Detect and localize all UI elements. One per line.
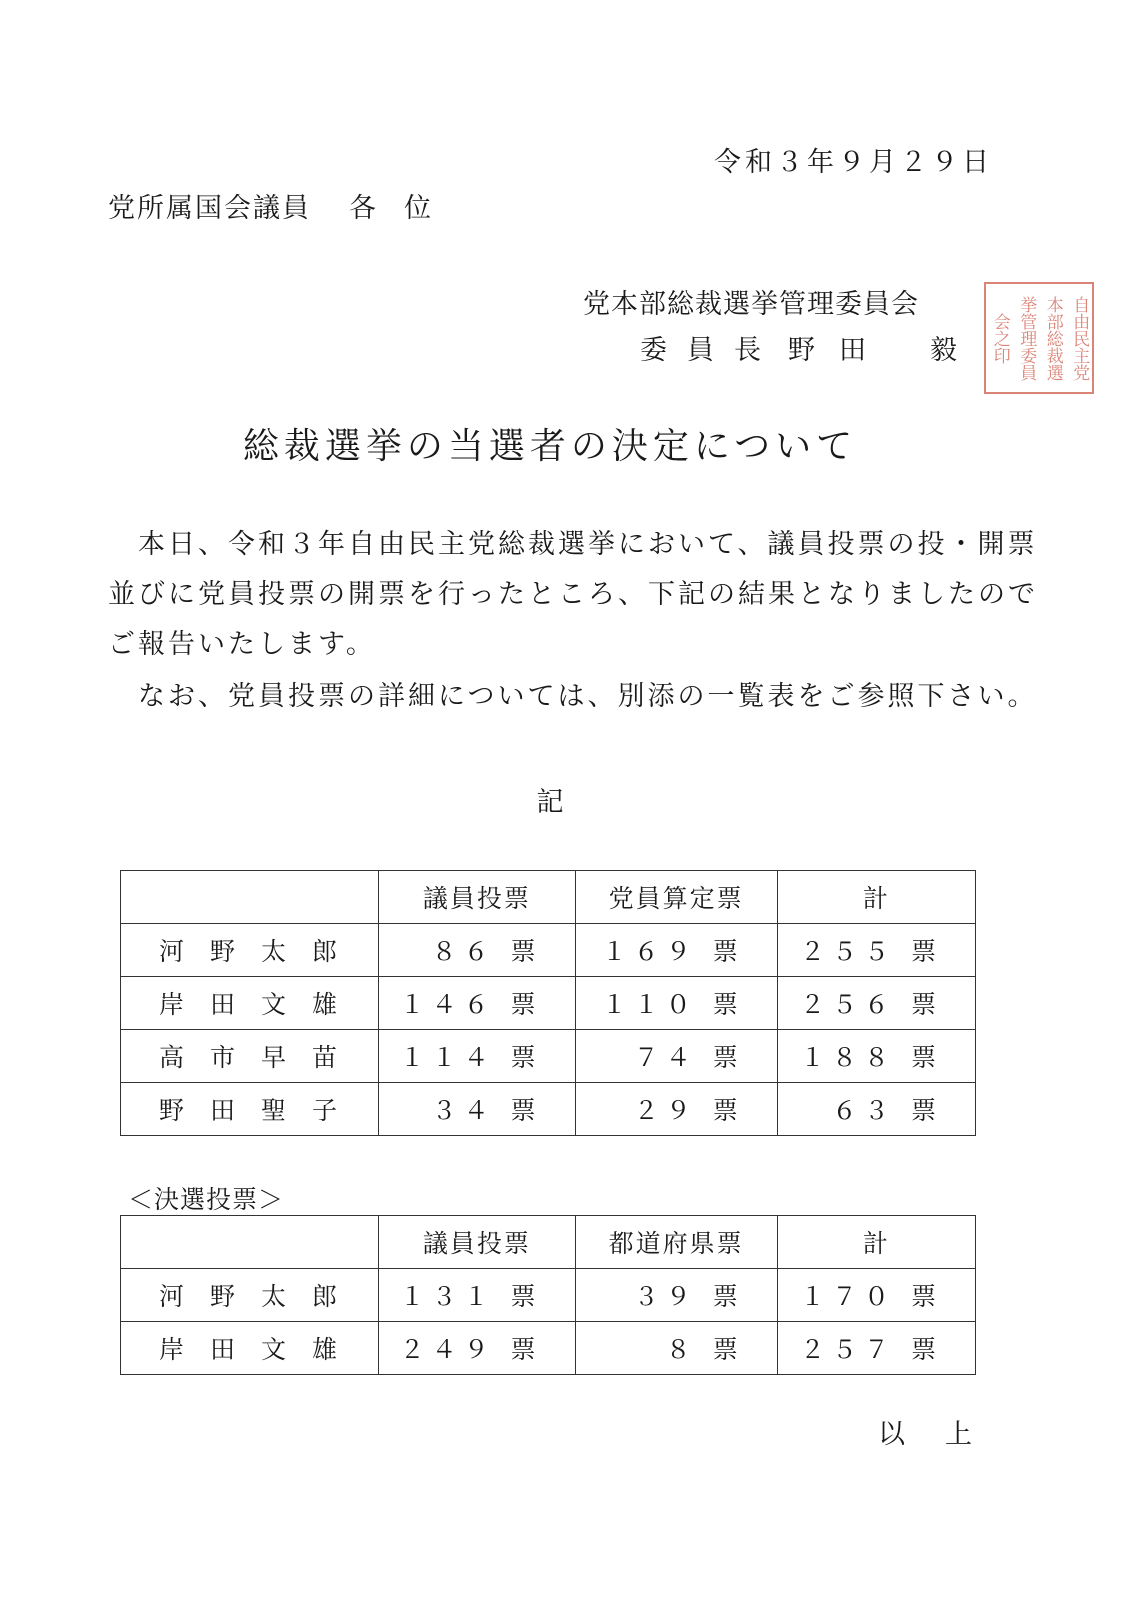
total-votes: １７０ 票 xyxy=(777,1269,975,1322)
header-cell: 議員投票 xyxy=(379,871,575,924)
header-cell: 計 xyxy=(777,1216,975,1269)
recipient xyxy=(108,186,459,225)
document-title: 総裁選挙の当選者の決定について xyxy=(242,426,858,467)
seal-column: 挙管理委員 xyxy=(1016,295,1037,381)
runoff-label: ＜決選投票＞ xyxy=(128,1185,285,1214)
table-header-row xyxy=(121,871,976,924)
table-row xyxy=(121,1083,976,1136)
table-row xyxy=(121,1030,976,1083)
candidate-name: 岸田文雄 xyxy=(121,977,379,1030)
header-cell xyxy=(121,1216,379,1269)
member-votes: １１０ 票 xyxy=(575,977,777,1030)
prefecture-votes: ３９ 票 xyxy=(575,1269,777,1322)
diet-votes: ３４ 票 xyxy=(379,1083,575,1136)
document-date: 令和３年９月２９日 xyxy=(714,147,993,178)
member-votes: ２９ 票 xyxy=(575,1083,777,1136)
table-header-row xyxy=(121,1216,976,1269)
total-votes: ２５５ 票 xyxy=(777,924,975,977)
table-row xyxy=(121,1322,976,1375)
diet-votes: １３１ 票 xyxy=(379,1269,575,1322)
seal-column: 会之印 xyxy=(989,312,1010,364)
header-cell: 党員算定票 xyxy=(575,871,777,924)
diet-votes: １４６ 票 xyxy=(379,977,575,1030)
candidate-name: 河野太郎 xyxy=(121,924,379,977)
header-cell: 計 xyxy=(777,871,975,924)
diet-votes: １１４ 票 xyxy=(379,1030,575,1083)
header-cell: 議員投票 xyxy=(379,1216,575,1269)
candidate-name: 河野太郎 xyxy=(121,1269,379,1322)
table-row xyxy=(121,1269,976,1322)
total-votes: ２５６ 票 xyxy=(777,977,975,1030)
table-row xyxy=(121,977,976,1030)
sender-name xyxy=(788,328,981,367)
table-row xyxy=(121,924,976,977)
candidate-name: 岸田文雄 xyxy=(121,1322,379,1375)
body-text: なお、党員投票の詳細については、別添の一覧表をご参照下さい。 xyxy=(138,681,1038,712)
body-line xyxy=(108,522,1037,561)
official-seal-stamp xyxy=(984,282,1094,394)
recipient-honorific: 各位 xyxy=(349,193,459,224)
first-round-results-table xyxy=(120,870,976,1136)
body-line: ご報告いたします。 xyxy=(108,629,376,660)
sender-organization: 党本部総裁選挙管理委員会 xyxy=(583,289,919,320)
prefecture-votes: ８ 票 xyxy=(575,1322,777,1375)
sender-family-name: 野田 xyxy=(788,335,890,366)
seal-column: 自由民主党 xyxy=(1069,295,1090,381)
diet-votes: ８６ 票 xyxy=(379,924,575,977)
closing-remark: 以上 xyxy=(878,1419,1012,1450)
seal-column: 本部総裁選 xyxy=(1042,295,1063,381)
candidate-name: 野田聖子 xyxy=(121,1083,379,1136)
candidate-name: 高市早苗 xyxy=(121,1030,379,1083)
recipient-label: 党所属国会議員 xyxy=(108,193,311,224)
header-cell xyxy=(121,871,379,924)
total-votes: ６３ 票 xyxy=(777,1083,975,1136)
body-text: 本日、令和３年自由民主党総裁選挙において、議員投票の投・開票 xyxy=(138,529,1038,560)
member-votes: ７４ 票 xyxy=(575,1030,777,1083)
body-line xyxy=(108,674,1037,713)
sender-role: 委員長 xyxy=(640,335,781,366)
member-votes: １６９ 票 xyxy=(575,924,777,977)
ki-marker: 記 xyxy=(536,787,564,818)
total-votes: １８８ 票 xyxy=(777,1030,975,1083)
runoff-results-table xyxy=(120,1215,976,1375)
total-votes: ２５７ 票 xyxy=(777,1322,975,1375)
body-line: 並びに党員投票の開票を行ったところ、下記の結果となりましたので xyxy=(108,579,1038,610)
header-cell: 都道府県票 xyxy=(575,1216,777,1269)
sender-given-name: 毅 xyxy=(930,335,981,366)
diet-votes: ２４９ 票 xyxy=(379,1322,575,1375)
